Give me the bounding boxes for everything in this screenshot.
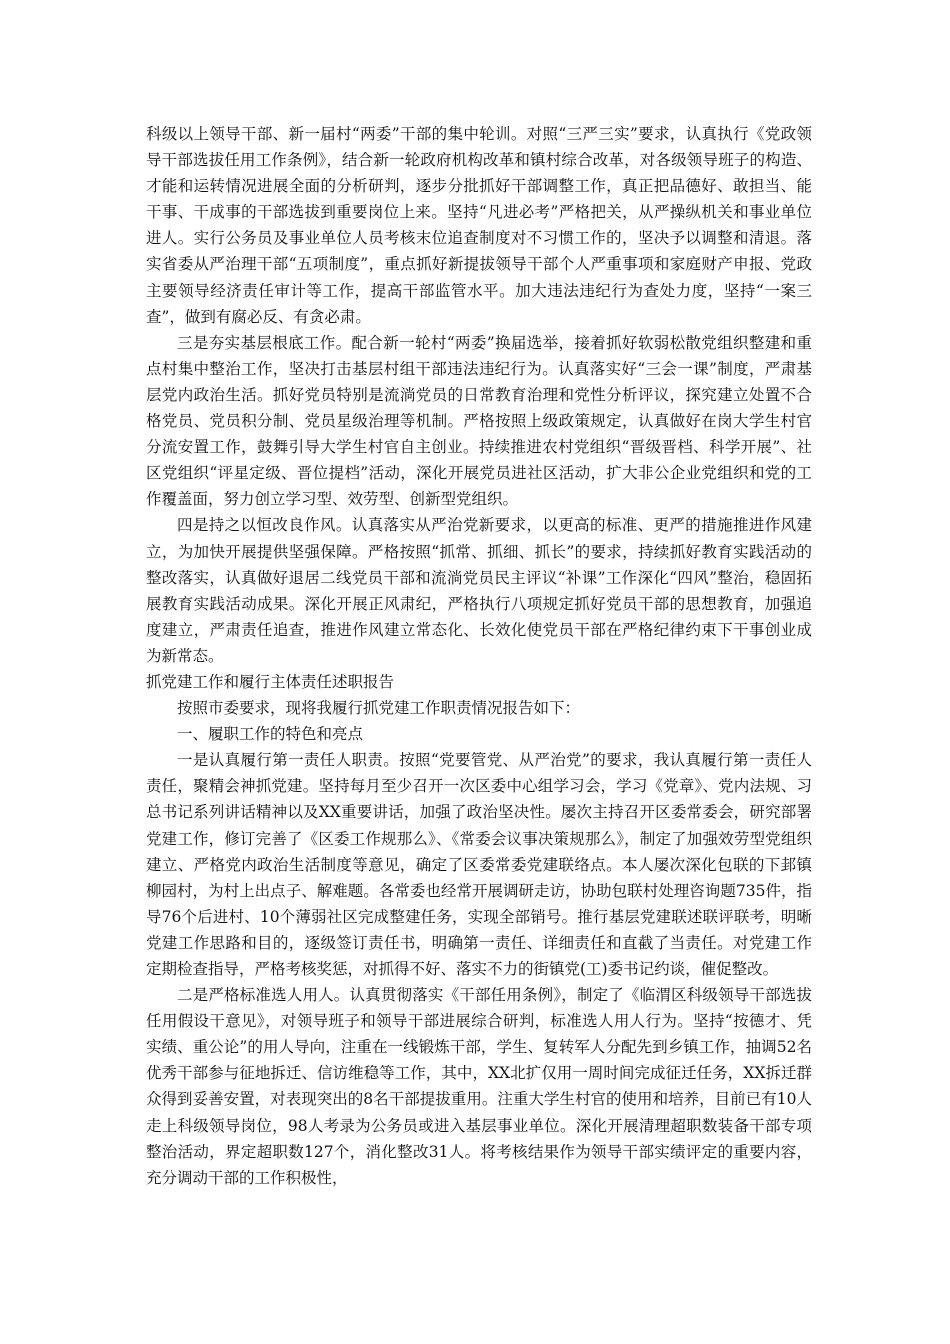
paragraph-4: 一是认真履行第一责任人职责。按照“党要管党、从严治党”的要求，我认真履行第一责任人责任，聚精会神抓党建。坚持每月至少召开一次区委中心组学习会，学习《党章》、党内法规、习总书记系列讲话精神以及XX重要讲话，加强了政治坚决性。屡次主持召开区委常委会，研究部署党建工作，修订完善了《区委工作规那么》、《常委会议事决策规那么》，制定了加强效劳型党组织建立、严格党内政治生活制度等意见，确定了区委常委党建联络点。本人屡次深化包联的下邽镇柳园村，为村上出点子、解难题。各常委也经常开展调研走访，协助包联村处理咨询题735件，指导76个后进村、10个薄弱社区完成整建任务，实现全部销号。推行基层党建联述联评联考，明晰党建工作思路和目的，逐级签订责任书，明确第一责任、详细责任和直截了当责任。对党建工作定期检查指导，严格考核奖惩，对抓得不好、落实不力的街镇党(工)委书记约谈，催促整改。 [146,751,812,978]
paragraph-intro: 按照市委要求，现将我履行抓党建工作职责情况报告如下： [177,699,581,718]
paragraph-2: 三是夯实基层根底工作。配合新一轮村“两委”换届选举，接着抓好软弱松散党组织整建和重点村集中整治工作，坚决打击基层村组干部违法违纪行为。认真落实好“三会一课”制度，严肃基层党内政治生活。抓好党员特别是流淌党员的日常教育治理和党性分析评议，探究建立处置不合格党员、党员积分制、党员星级治理等机制。严格按照上级政策规定，认真做好在岗大学生村官分流安置工作，鼓舞引导大学生村官自主创业。持续推进农村党组织“晋级晋档、科学开展”、社区党组织“评星定级、晋位提档”活动，深化开展党员进社区活动，扩大非公企业党组织和党的工作覆盖面，努力创立学习型、效劳型、创新型党组织。 [146,333,812,509]
paragraph-1: 科级以上领导干部、新一届村“两委”干部的集中轮训。对照“三严三实”要求，认真执行《党政领导干部选拔任用工作条例》，结合新一轮政府机构改革和镇村综合改革，对各级领导班子的构造、才能和运转情况进展全面的分析研判，逐步分批抓好干部调整工作，真正把品德好、敢担当、能干事、干成事的干部选拔到重要岗位上来。坚持“凡进必考”严格把关，从严操纵机关和事业单位进人。实行公务员及事业单位人员考核末位追查制度对不习惯工作的，坚决予以调整和清退。落实省委从严治理干部“五项制度”，重点抓好新提拔领导干部个人严重事项和家庭财产申报、党政主要领导经济责任审计等工作，提高干部监管水平。加大违法违纪行为查处力度，坚持“一案三查”，做到有腐必反、有贪必肃。 [146,125,812,326]
document-body [146,121,812,1191]
section-heading-1: 一、履职工作的特色和亮点 [177,725,364,744]
report-title: 抓党建工作和履行主体责任述职报告 [146,672,395,691]
paragraph-3: 四是持之以恒改良作风。认真落实从严治党新要求，以更高的标准、更严的措施推进作风建立，为加快开展提供坚强保障。严格按照“抓常、抓细、抓长”的要求，持续抓好教育实践活动的整改落实，认真做好退居二线党员干部和流淌党员民主评议“补课”工作深化“四风”整治，稳固拓展教育实践活动成果。深化开展正风肃纪，严格执行八项规定抓好党员干部的思想教育，加强追度建立，严肃责任追查，推进作风建立常态化、长效化使党员干部在严格纪律约束下干事创业成为新常态。 [146,516,812,665]
paragraph-5: 二是严格标准选人用人。认真贯彻落实《干部任用条例》，制定了《临渭区科级领导干部选拔任用假设干意见》，对领导班子和领导干部进展综合研判，标准选人用人行为。坚持“按德才、凭实绩、重公论”的用人导向，注重在一线锻炼干部，学生、复转军人分配先到乡镇工作，抽调52名优秀干部参与征地拆迁、信访维稳等工作，其中，XX北扩仅用一周时间完成征迁任务，XX拆迁群众得到妥善安置，对表现突出的8名干部提拔重用。注重大学生村官的使用和培养，目前已有10人走上科级领导岗位，98人考录为公务员或进入基层事业单位。深化开展清理超职数装备干部专项整治活动，界定超职数127个，消化整改31人。将考核结果作为领导干部实绩评定的重要内容，充分调动干部的工作积极性， [146,986,812,1187]
